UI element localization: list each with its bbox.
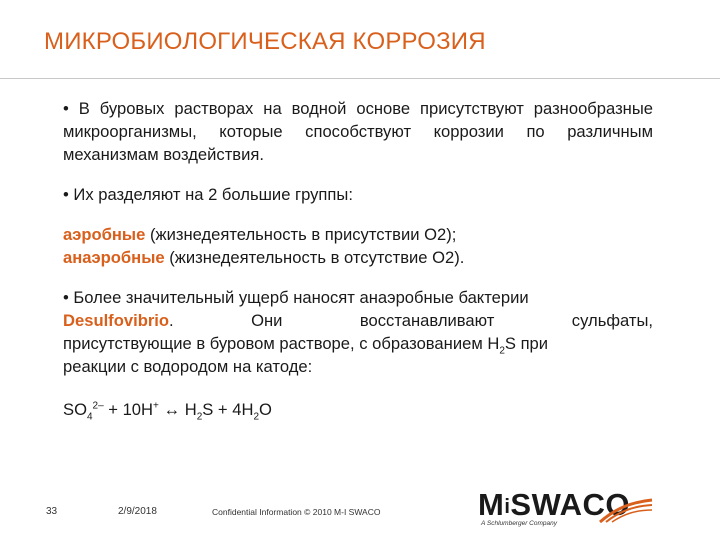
confidential-notice: Confidential Information © 2010 M-I SWACO	[212, 507, 381, 517]
formula-a-sub: 4	[86, 411, 93, 423]
formula-d: S + 4H	[202, 400, 254, 419]
formula-a-sup: 2–	[92, 400, 104, 412]
p3-dot: .	[169, 311, 174, 330]
p3-line3-a: присутствующие в буровом растворе, с образованием H	[63, 334, 500, 353]
p3-line1: • Более значительный ущерб наносят анаэробные бактерии	[63, 288, 529, 307]
p3-line3-sub: 2	[499, 345, 505, 357]
group-list	[63, 223, 653, 269]
paragraph-groups: • Их разделяют на 2 большие группы:	[63, 185, 353, 204]
anaerobic-term: анаэробные	[63, 248, 165, 267]
p3-line3	[63, 332, 653, 355]
logo-swoosh-icon	[598, 498, 654, 524]
paragraph-desulfovibrio	[63, 286, 653, 378]
formula-d-sub: 2	[253, 411, 260, 423]
formula-a: SO	[63, 400, 87, 419]
formula-e: O	[259, 400, 272, 419]
anaerobic-desc: (жизнедеятельность в отсутствие О2).	[164, 248, 465, 267]
p3-word3: сульфаты,	[571, 311, 653, 330]
genus-name: Desulfovibrio	[63, 311, 170, 330]
p3-line4: реакции с водородом на катоде:	[63, 357, 313, 376]
p3-word1: Они	[251, 311, 283, 330]
title-divider	[0, 78, 720, 79]
logo-tagline: A Schlumberger Company	[481, 520, 557, 527]
slide-date: 2/9/2018	[118, 506, 157, 517]
p3-line3-b: S при	[504, 334, 549, 353]
p3-line2	[63, 309, 653, 332]
anaerobic-line	[63, 248, 464, 267]
slide-body	[63, 97, 653, 421]
formula-b-sup: +	[153, 400, 159, 412]
logo-wordmark: MiSWACO	[478, 487, 631, 522]
formula-c-sub: 2	[196, 411, 203, 423]
aerobic-term: аэробные	[63, 225, 146, 244]
formula-b: + 10H	[103, 400, 154, 419]
company-logo	[478, 488, 658, 532]
paragraph-microorganisms: • В буровых растворах на водной основе присутствуют разнообразные микроорганизмы, которые способствуют коррозии по различным механизмам воздействия.	[63, 99, 653, 164]
p3-word2: восстанавливают	[359, 311, 495, 330]
reaction-formula	[63, 398, 653, 421]
formula-c: ↔ H	[158, 400, 197, 419]
aerobic-line	[63, 225, 456, 244]
aerobic-desc: (жизнедеятельность в присутствии О2);	[145, 225, 457, 244]
slide-title: МИКРОБИОЛОГИЧЕСКАЯ КОРРОЗИЯ	[44, 28, 486, 55]
page-number: 33	[46, 506, 58, 517]
